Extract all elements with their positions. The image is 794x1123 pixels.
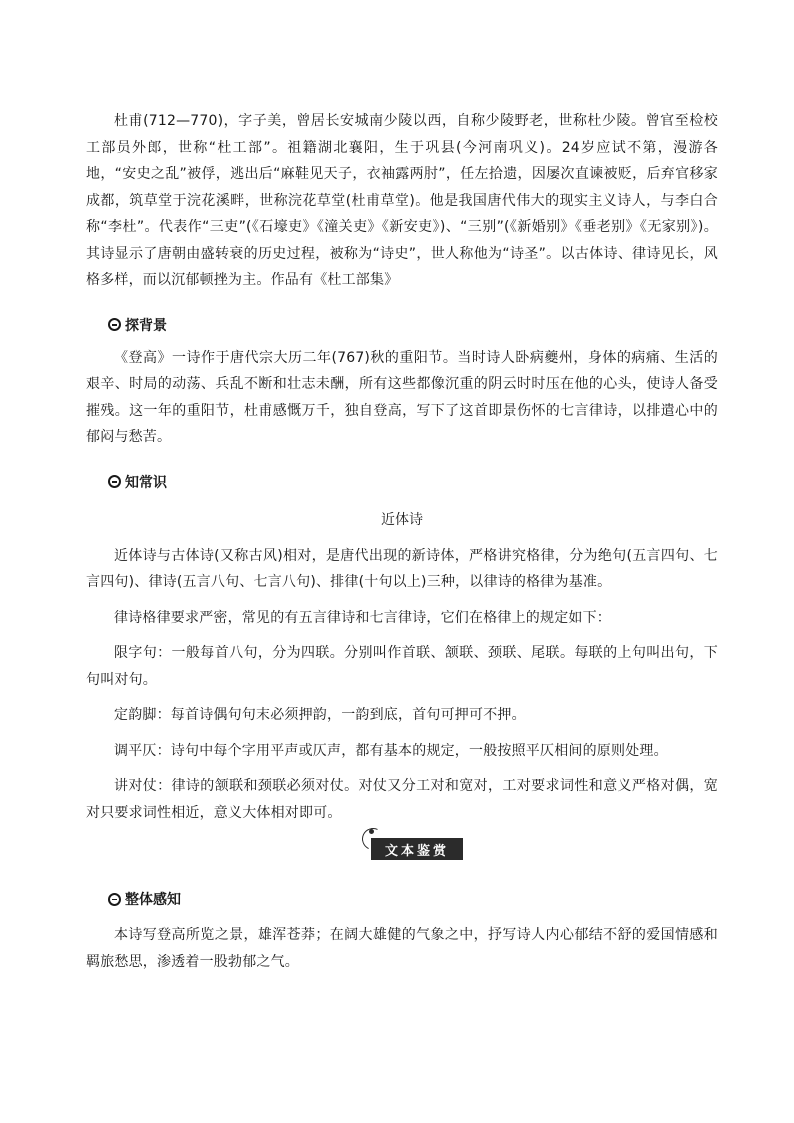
banner-label: 文本鉴赏 <box>371 838 463 860</box>
knowledge-paragraph: 定韵脚：每首诗偶句句末必须押韵，一韵到底，首句可押可不押。 <box>114 707 526 723</box>
knowledge-paragraph: 讲对仗：律诗的颔联和颈联必须对仗。对仗又分工对和宽对，工对要求词性和意义严格对偶，宽对只要求词性相近，意义大体相对即可。 <box>86 778 718 821</box>
knowledge-paragraph: 律诗格律要求严密，常见的有五言律诗和七言律诗，它们在格律上的规定如下： <box>114 609 611 626</box>
author-bio: 杜甫(712—770)，字子美，曾居长安城南少陵以西，自称少陵野老，世称杜少陵。曾官至检校工部员外郎，世称“杜工部”。祖籍湖北襄阳，生于巩县(今河南巩义)。24岁应试不第，漫游各地，“安史之乱”被俘，逃出后“麻鞋见天子，衣袖露两肘”，任左拾遗，因屡次直谏被贬，后弃官移家成都，筑草堂于浣花溪畔，世称浣花草堂(杜甫草堂)。他是我国唐代伟大的现实主义诗人，与李白合称“李杜”。代表作“三吏”(《石壕吏》《潼关吏》《新安吏》)、“三别”(《新婚别》《垂老别》《无家别》)。其诗显示了唐朝由盛转衰的历史过程，被称为“诗史”，世人称他为“诗圣”。以古体诗、律诗见长，风格多样，而以沉郁顿挫为主。作品有《杜工部集》 <box>86 113 718 288</box>
section-bullet-icon <box>108 893 121 906</box>
section-heading-label: 知常识 <box>125 474 167 491</box>
knowledge-paragraph: 调平仄：诗句中每个字用平声或仄声，都有基本的规定，一般按照平仄相间的原则处理。 <box>114 742 668 759</box>
document-page <box>86 108 718 975</box>
text-appreciation-banner <box>86 826 718 870</box>
knowledge-paragraph: 近体诗与古体诗(又称古风)相对，是唐代出现的新诗体，严格讲究格律，分为绝句(五言四句、七言四句)、律诗(五言八句、七言八句)、排律(十句以上)三种，以律诗的格律为基准。 <box>86 547 718 590</box>
knowledge-title: 近体诗 <box>381 511 423 528</box>
section-heading-knowledge <box>108 471 718 493</box>
overall-paragraph: 本诗写登高所览之景，雄浑苍莽；在阔大雄健的气象之中，抒写诗人内心郁结不舒的爱国情感和羁旅愁思，渗透着一股勃郁之气。 <box>86 927 718 970</box>
section-heading-overall <box>108 888 718 910</box>
section-bullet-icon <box>108 475 121 488</box>
background-paragraph: 《登高》一诗作于唐代宗大历二年(767)秋的重阳节。当时诗人卧病夔州，身体的病痛、生活的艰辛、时局的动荡、兵乱不断和壮志未酬，所有这些都像沉重的阴云时时压在他的心头，使诗人备受摧残。这一年的重阳节，杜甫感慨万千，独自登高，写下了这首即景伤怀的七言律诗，以排遣心中的郁闷与愁苦。 <box>86 349 718 445</box>
section-heading-label: 整体感知 <box>125 892 181 908</box>
knowledge-paragraph: 限字句：一般每首八句，分为四联。分别叫作首联、颔联、颈联、尾联。每联的上句叫出句，下句叫对句。 <box>86 645 718 688</box>
section-heading-background <box>108 314 718 336</box>
section-bullet-icon <box>108 318 121 331</box>
banner-dot-icon <box>369 829 374 834</box>
section-heading-label: 探背景 <box>125 317 167 334</box>
